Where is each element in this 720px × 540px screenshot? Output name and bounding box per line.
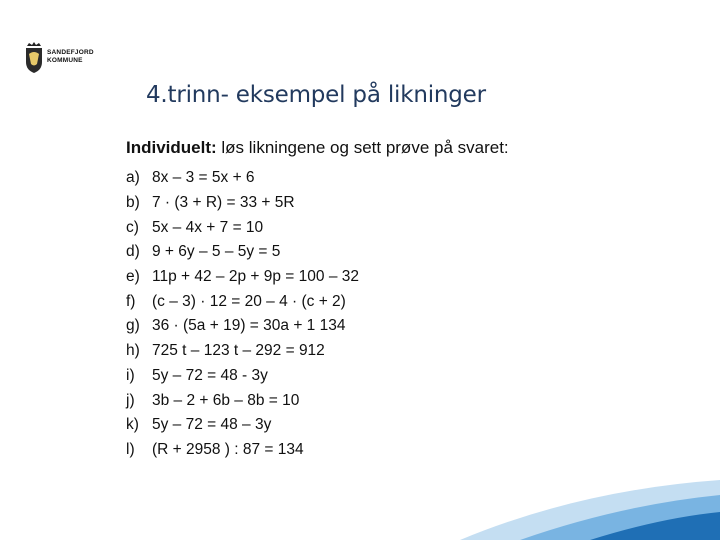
equation-text: (R + 2958 ) : 87 = 134: [152, 440, 304, 458]
equation-item: [126, 265, 359, 290]
equation-item: [126, 215, 359, 240]
page-title: 4.trinn- eksempel på likninger: [146, 82, 486, 108]
equation-label: c): [126, 218, 139, 236]
equation-item: [126, 191, 359, 216]
decorative-wave: [460, 470, 720, 540]
equation-label: l): [126, 440, 135, 458]
equation-text: 725 t – 123 t – 292 = 912: [152, 342, 325, 360]
logo: [24, 40, 94, 74]
equation-list: [126, 166, 359, 462]
equation-label: j): [126, 391, 135, 409]
equation-item: [126, 438, 359, 463]
equation-item: [126, 413, 359, 438]
equation-item: [126, 166, 359, 191]
equation-label: d): [126, 243, 140, 261]
equation-label: e): [126, 268, 140, 286]
equation-label: a): [126, 169, 140, 187]
equation-label: b): [126, 194, 140, 212]
equation-item: [126, 364, 359, 389]
logo-line-2: KOMMUNE: [47, 57, 83, 64]
equation-label: f): [126, 292, 136, 310]
equation-item: [126, 388, 359, 413]
equation-text: 5x – 4x + 7 = 10: [152, 218, 264, 236]
logo-line-1: SANDEFJORD: [47, 49, 94, 56]
logo-text: [47, 49, 94, 65]
equation-item: [126, 339, 359, 364]
equation-text: 3b – 2 + 6b – 8b = 10: [152, 391, 300, 409]
equation-text: 36 · (5a + 19) = 30a + 1 134: [152, 317, 346, 335]
equation-text: (c – 3) · 12 = 20 – 4 · (c + 2): [152, 292, 346, 310]
equation-label: g): [126, 317, 140, 335]
equation-text: 9 + 6y – 5 – 5y = 5: [152, 243, 281, 261]
equation-item: [126, 240, 359, 265]
coat-of-arms-icon: [24, 40, 44, 74]
equation-label: i): [126, 366, 135, 384]
equation-text: 8x – 3 = 5x + 6: [152, 169, 255, 187]
equation-text: 5y – 72 = 48 - 3y: [152, 366, 268, 384]
instruction: [126, 138, 509, 158]
equation-text: 7 · (3 + R) = 33 + 5R: [152, 194, 295, 212]
equation-item: [126, 289, 359, 314]
equation-label: k): [126, 416, 139, 434]
instruction-lead: Individuelt:: [126, 138, 217, 157]
equation-text: 11p + 42 – 2p + 9p = 100 – 32: [152, 268, 359, 286]
equation-item: [126, 314, 359, 339]
equation-label: h): [126, 342, 140, 360]
instruction-text: løs likningene og sett prøve på svaret:: [216, 138, 509, 157]
equation-text: 5y – 72 = 48 – 3y: [152, 416, 272, 434]
